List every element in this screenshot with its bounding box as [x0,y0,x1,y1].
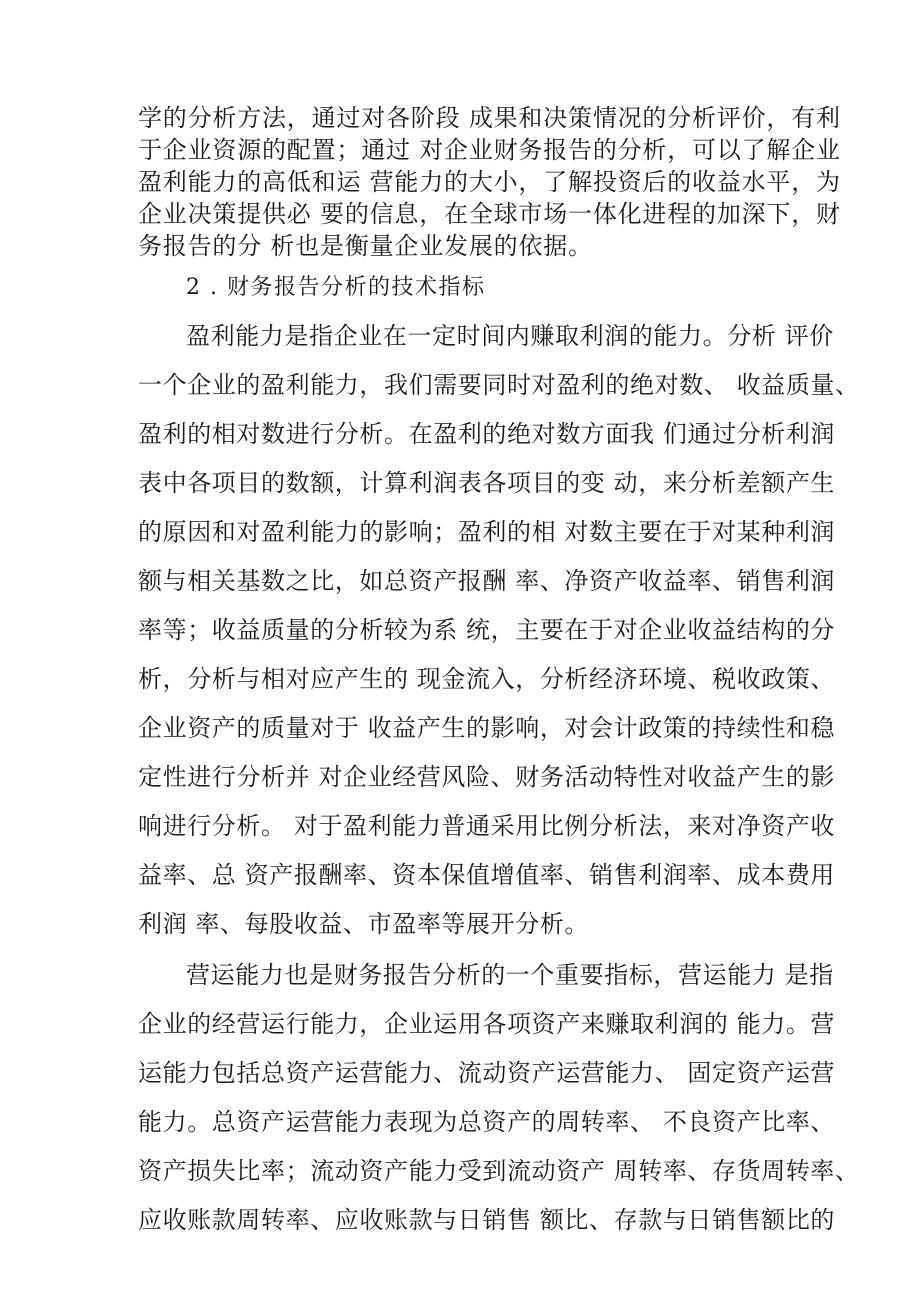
intro-line-4: 企业决策提供必 要的信息，在全球市场一体化进程的加深下，财 [138,200,841,228]
intro-line-5: 务报告的分 析也是衡量企业发展的依据。 [138,232,593,260]
operating-line-6: 应收账款周转率、应收账款与日销售 额比、存款与日销售额比的 [138,1206,836,1234]
profitability-line-3: 盈利的相对数进行分析。在盈利的绝对数方面我 们通过分析利润 [138,420,836,448]
section-heading: 2 . 财务报告分析的技术指标 [186,275,486,300]
intro-line-2: 于企业资源的配置；通过 对企业财务报告的分析，可以了解企业 [138,136,841,164]
profitability-line-2: 一个企业的盈利能力，我们需要同时对盈利的绝对数、 收益质量、 [138,371,860,399]
profitability-line-5: 的原因和对盈利能力的影响；盈利的相 对数主要在于对某种利润 [138,518,836,546]
profitability-line-6: 额与相关基数之比，如总资产报酬 率、净资产收益率、销售利润 [138,567,836,595]
profitability-line-11: 响进行分析。 对于盈利能力普通采用比例分析法，来对净资产收 [138,812,836,840]
operating-line-5: 资产损失比率；流动资产能力受到流动资产 周转率、存货周转率、 [138,1157,860,1185]
operating-line-1: 营运能力也是财务报告分析的一个重要指标，营运能力 是指 [186,961,834,989]
intro-line-1: 学的分析方法，通过对各阶段 成果和决策情况的分析评价，有利 [138,104,841,132]
operating-line-3: 运能力包括总资产运营能力、流动资产运营能力、 固定资产运营 [138,1059,836,1087]
profitability-line-9: 企业资产的质量对于 收益产生的影响，对会计政策的持续性和稳 [138,714,836,742]
profitability-line-8: 析，分析与相对应产生的 现金流入，分析经济环境、税收政策、 [138,665,836,693]
profitability-line-10: 定性进行分析并 对企业经营风险、财务活动特性对收益产生的影 [138,763,836,791]
profitability-line-1: 盈利能力是指企业在一定时间内赚取利润的能力。分析 评价 [186,322,834,350]
profitability-line-7: 率等；收益质量的分析较为系 统，主要在于对企业收益结构的分 [138,616,836,644]
operating-line-4: 能力。总资产运营能力表现为总资产的周转率、 不良资产比率、 [138,1108,836,1136]
profitability-line-13: 利润 率、每股收益、市盈率等展开分析。 [138,910,590,938]
operating-line-2: 企业的经营运行能力，企业运用各项资产来赚取利润的 能力。营 [138,1010,836,1038]
profitability-line-12: 益率、总 资产报酬率、资本保值增值率、销售利润率、成本费用 [138,861,836,889]
intro-line-3: 盈利能力的高低和运 营能力的大小，了解投资后的收益水平，为 [138,168,841,196]
profitability-line-4: 表中各项目的数额，计算利润表各项目的变 动，来分析差额产生 [138,469,836,497]
